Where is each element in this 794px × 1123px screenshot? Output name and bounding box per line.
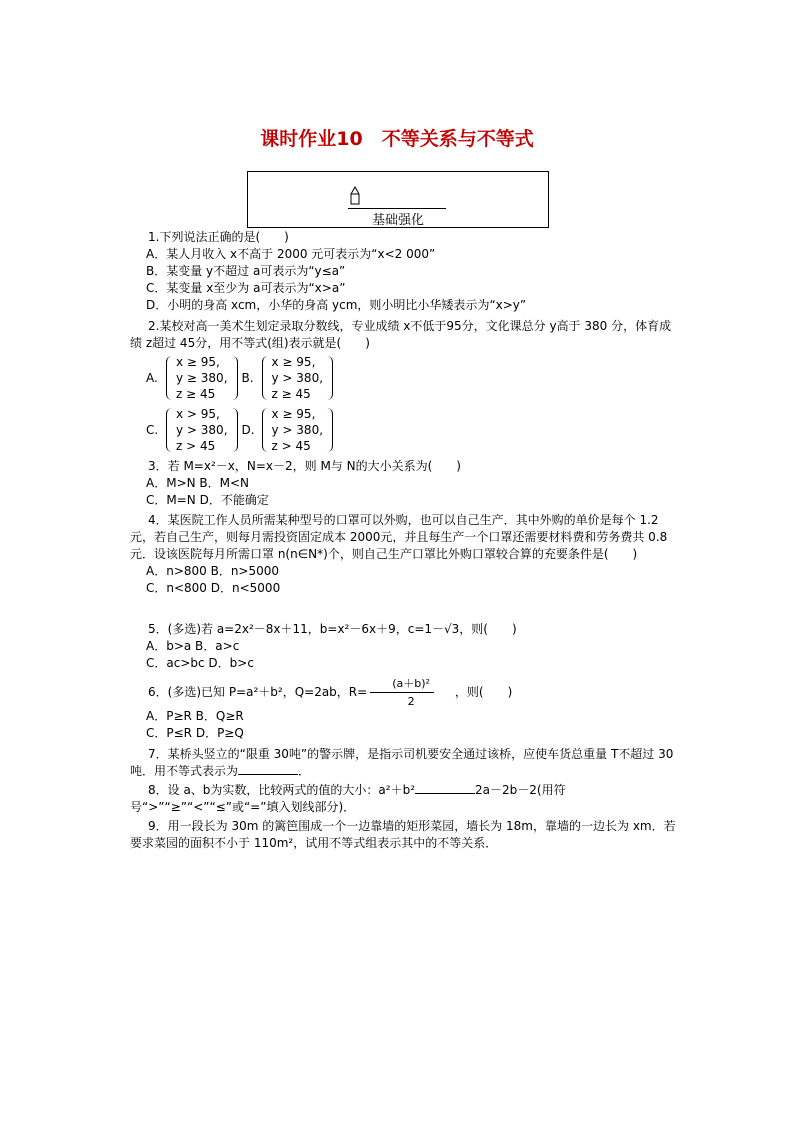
fraction: [370, 675, 434, 710]
question-4-options-ab: A．n>800 B．n>5000: [146, 564, 280, 578]
question-7-text: 7．某桥头竖立的“限重 30吨”的警示牌，是指示司机要安全通过该桥，应使车货总重量 T不超过 30吨．用不等式表示为: [130, 747, 674, 778]
question-8-pre: 8．设 a、b为实数，比较两式的值的大小：a²＋b²: [148, 783, 416, 797]
question-5-stem: 5．(多选)若 a=2x²－8x＋11，b=x²－6x＋9，c=1－√3，则( ): [148, 622, 517, 636]
question-1: [130, 229, 680, 314]
question-4: [130, 512, 680, 597]
question-7-stem: [130, 746, 680, 780]
question-2-option-b-system: [262, 354, 338, 402]
question-2-option-d-system: [262, 406, 338, 454]
question-7: [130, 746, 680, 780]
section-header-box: [247, 171, 549, 228]
fraction-denominator: 2: [407, 694, 415, 708]
question-3-stem: 3．若 M=x²－x，N=x－2，则 M与 N的大小关系为( ): [148, 459, 461, 473]
system-line: y > 380,: [271, 423, 324, 437]
question-6-stem-pre: 6．(多选)已知 P=a²＋b²，Q=2ab，R=: [148, 684, 368, 699]
question-8-post: 2a－2b－2(用符号“>”“≥”“<”“≤”或“=”填入划线部分)．: [130, 783, 566, 814]
option-a-letter: A.: [146, 370, 158, 385]
system-line: y > 380,: [271, 371, 324, 385]
question-2-option-a-system: [166, 354, 242, 402]
question-2-option-c-system: [166, 406, 242, 454]
answer-blank[interactable]: [415, 782, 475, 794]
question-2-stem: 2.某校对高一美术生划定录取分数线，专业成绩 x不低于95分，文化课总分 y高于 380 分，体育成绩 z超过 45分，用不等式(组)表示就是( ): [130, 319, 672, 350]
pencil-icon: [348, 186, 362, 206]
page-title: 课时作业10 不等关系与不等式: [260, 128, 534, 150]
section-label: 基础强化: [371, 213, 424, 228]
question-8-stem: [130, 782, 680, 816]
system-line: z ≥ 45: [271, 387, 311, 401]
system-line: y > 380,: [176, 423, 228, 437]
question-1-option-b: B．某变量 y不超过 a可表示为“y≤a”: [146, 264, 346, 278]
question-5-options-cd: C．ac>bc D．b>c: [146, 656, 254, 670]
question-6-options-cd: C．P≤R D．P≥Q: [146, 726, 244, 740]
fraction-numerator: (a＋b)²: [370, 675, 434, 693]
question-4-options-cd: C．n<800 D．n<5000: [146, 581, 281, 595]
question-1-stem: 1.下列说法正确的是( ): [148, 230, 289, 244]
option-c-letter: C.: [146, 422, 159, 437]
option-d-letter: D.: [241, 422, 255, 437]
question-4-stem: 4．某医院工作人员所需某种型号的口罩可以外购，也可以自己生产．其中外购的单价是每个 1.2元，若自己生产，则每月需投资固定成本 2000元，并且每生产一个口罩还需要材料费和劳务费共 0.8元．设该医院每月所需口罩 n(n∈N*)个，则自己生产口罩比外购口罩较合算的充要条件是( ): [130, 513, 668, 561]
question-3: [130, 458, 680, 509]
system-line: x ≥ 95,: [176, 355, 220, 369]
system-line: x ≥ 95,: [271, 355, 316, 369]
question-1-option-c: C．某变量 x至少为 a可表示为“x>a”: [146, 281, 346, 295]
system-line: z ≥ 45: [176, 387, 216, 401]
question-1-option-d: D．小明的身高 xcm，小华的身高 ycm，则小明比小华矮表示为“x>y”: [146, 298, 527, 312]
answer-blank[interactable]: [238, 763, 298, 775]
question-9: [130, 818, 680, 852]
system-line: z > 45: [176, 439, 216, 453]
question-2-options-cd: [130, 404, 680, 456]
question-6-stem-post: ，则( ): [454, 684, 513, 699]
system-line: y ≥ 380,: [176, 371, 228, 385]
question-6-options-ab: A．P≥R B．Q≥R: [146, 709, 244, 723]
system-line: z > 45: [271, 439, 311, 453]
system-line: x > 95,: [176, 407, 220, 421]
question-6-stem: [130, 676, 680, 708]
question-1-option-a: A．某人月收入 x不高于 2000 元可表示为“x<2 000”: [146, 247, 436, 261]
question-3-options-cd: C．M=N D．不能确定: [146, 493, 269, 507]
question-7-end: ．: [298, 764, 311, 778]
question-5-options-ab: A．b>a B．a>c: [146, 639, 240, 653]
option-b-letter: B.: [241, 370, 254, 385]
question-2-options-ab: [130, 352, 680, 404]
question-3-options-ab: A．M>N B．M<N: [146, 476, 250, 490]
system-line: x ≥ 95,: [271, 407, 316, 421]
question-2: [130, 318, 680, 456]
question-9-stem: 9．用一段长为 30m 的篱笆围成一个一边靠墙的矩形菜园，墙长为 18m，靠墙的一边长为 xm．若要求菜园的面积不小于 110m²，试用不等式组表示其中的不等关系．: [130, 819, 676, 850]
question-5: [130, 621, 680, 672]
question-6: [130, 676, 680, 742]
question-8: [130, 782, 680, 816]
